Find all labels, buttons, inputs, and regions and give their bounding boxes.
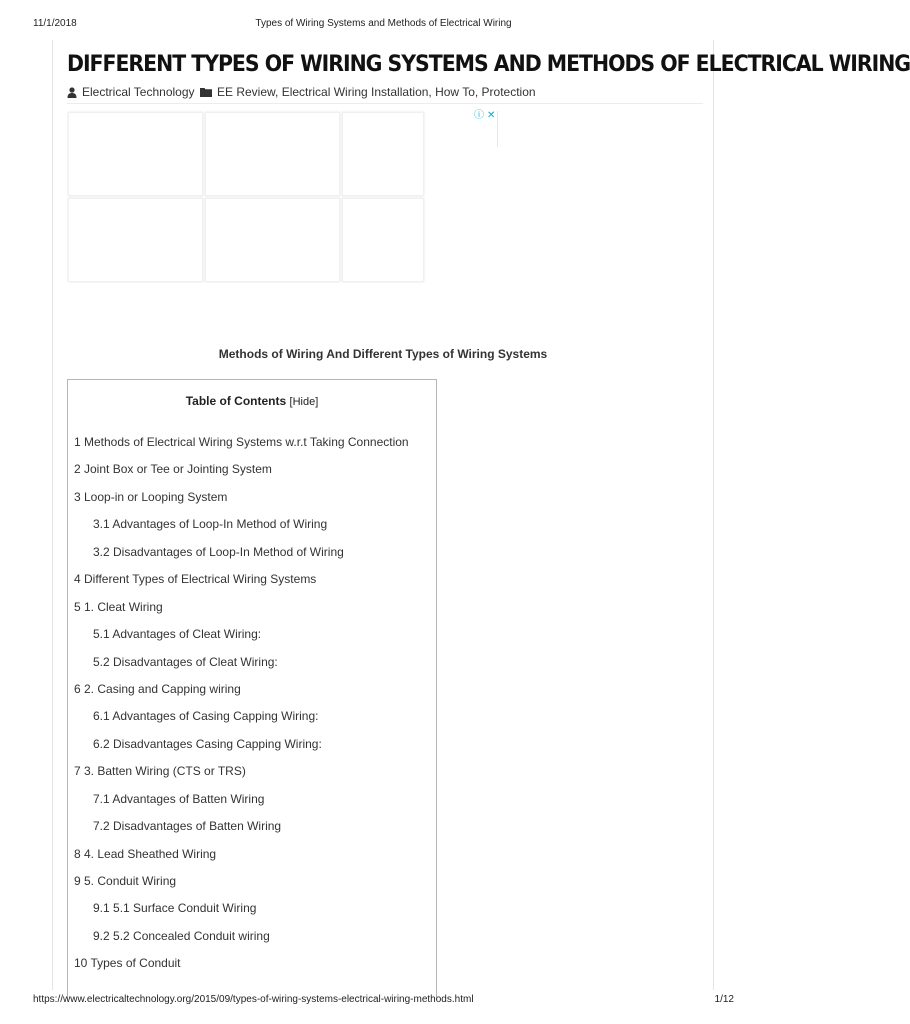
toc-item[interactable]: 7.2 Disadvantages of Batten Wiring	[93, 819, 282, 834]
toc-item[interactable]: 9 5. Conduit Wiring	[74, 874, 177, 888]
ad-tile[interactable]	[205, 198, 340, 282]
toc-title: Table of Contents	[185, 394, 287, 408]
author-link[interactable]	[67, 85, 195, 99]
toc-item[interactable]: 2 Joint Box or Tee or Jointing System	[74, 462, 272, 477]
toc-item[interactable]: 3 Loop-in or Looping System	[74, 489, 228, 504]
toc-item[interactable]: 9.1 5.1 Surface Conduit Wiring	[93, 901, 257, 916]
ad-tile[interactable]	[205, 112, 340, 196]
toc-item[interactable]: 10 Types of Conduit	[74, 956, 181, 971]
article-container	[52, 40, 910, 990]
user-icon	[67, 87, 77, 98]
toc-item[interactable]: 5 1. Cleat Wiring	[74, 599, 163, 614]
ad-badge	[474, 111, 498, 147]
toc-item[interactable]: 3.1 Advantages of Loop-In Method of Wiring	[93, 517, 328, 532]
print-header	[33, 18, 734, 32]
toc-item[interactable]: 5.1 Advantages of Cleat Wiring:	[93, 627, 262, 642]
print-footer	[33, 994, 734, 1008]
article-meta	[67, 85, 703, 104]
toc-item[interactable]: 6.2 Disadvantages Casing Capping Wiring:	[93, 736, 322, 751]
table-of-contents	[67, 379, 437, 1000]
toc-item[interactable]: 3.2 Disadvantages of Loop-In Method of Wiring	[93, 544, 344, 559]
toc-item[interactable]: 4 Different Types of Electrical Wiring Systems	[74, 572, 317, 587]
ad-tile[interactable]	[68, 112, 203, 196]
ad-tile[interactable]	[342, 198, 424, 282]
toc-item[interactable]: 5.2 Disadvantages of Cleat Wiring:	[93, 654, 278, 669]
folder-icon	[200, 87, 212, 97]
toc-item[interactable]: 7.1 Advantages of Batten Wiring	[93, 791, 265, 806]
close-icon[interactable]: ✕	[487, 110, 496, 121]
toc-header	[68, 394, 436, 408]
print-document-title: Types of Wiring Systems and Methods of Electrical Wiring	[255, 18, 512, 29]
page-number: 1/12	[714, 994, 734, 1005]
category-links[interactable]	[200, 85, 536, 99]
print-date: 11/1/2018	[33, 18, 77, 29]
toc-item[interactable]: 1 Methods of Electrical Wiring Systems w.r.t Taking Connection	[74, 435, 409, 449]
toc-item[interactable]: 6.1 Advantages of Casing Capping Wiring:	[93, 709, 319, 724]
toc-list	[74, 434, 434, 983]
article-title: DIFFERENT TYPES OF WIRING SYSTEMS AND METHODS OF ELECTRICAL WIRING	[67, 52, 910, 77]
category-list: EE Review, Electrical Wiring Installation, How To, Protection	[217, 85, 536, 99]
author-name: Electrical Technology	[82, 85, 195, 99]
toc-item[interactable]: 6 2. Casing and Capping wiring	[74, 681, 241, 696]
ad-tile[interactable]	[68, 198, 203, 282]
toc-item[interactable]: 7 3. Batten Wiring (CTS or TRS)	[74, 764, 246, 779]
section-heading: Methods of Wiring And Different Types of Wiring Systems	[218, 347, 548, 361]
toc-item[interactable]: 8 4. Lead Sheathed Wiring	[74, 846, 217, 861]
advertisement[interactable]	[68, 110, 496, 286]
ad-tile[interactable]	[342, 112, 424, 196]
page-url: https://www.electricaltechnology.org/2015/09/types-of-wiring-systems-electrical-wiring-methods.html	[33, 994, 474, 1005]
toc-hide-toggle[interactable]: [Hide]	[289, 396, 319, 408]
adchoices-info-icon[interactable]: ⓘ	[474, 110, 484, 121]
toc-item[interactable]: 9.2 5.2 Concealed Conduit wiring	[93, 928, 270, 943]
